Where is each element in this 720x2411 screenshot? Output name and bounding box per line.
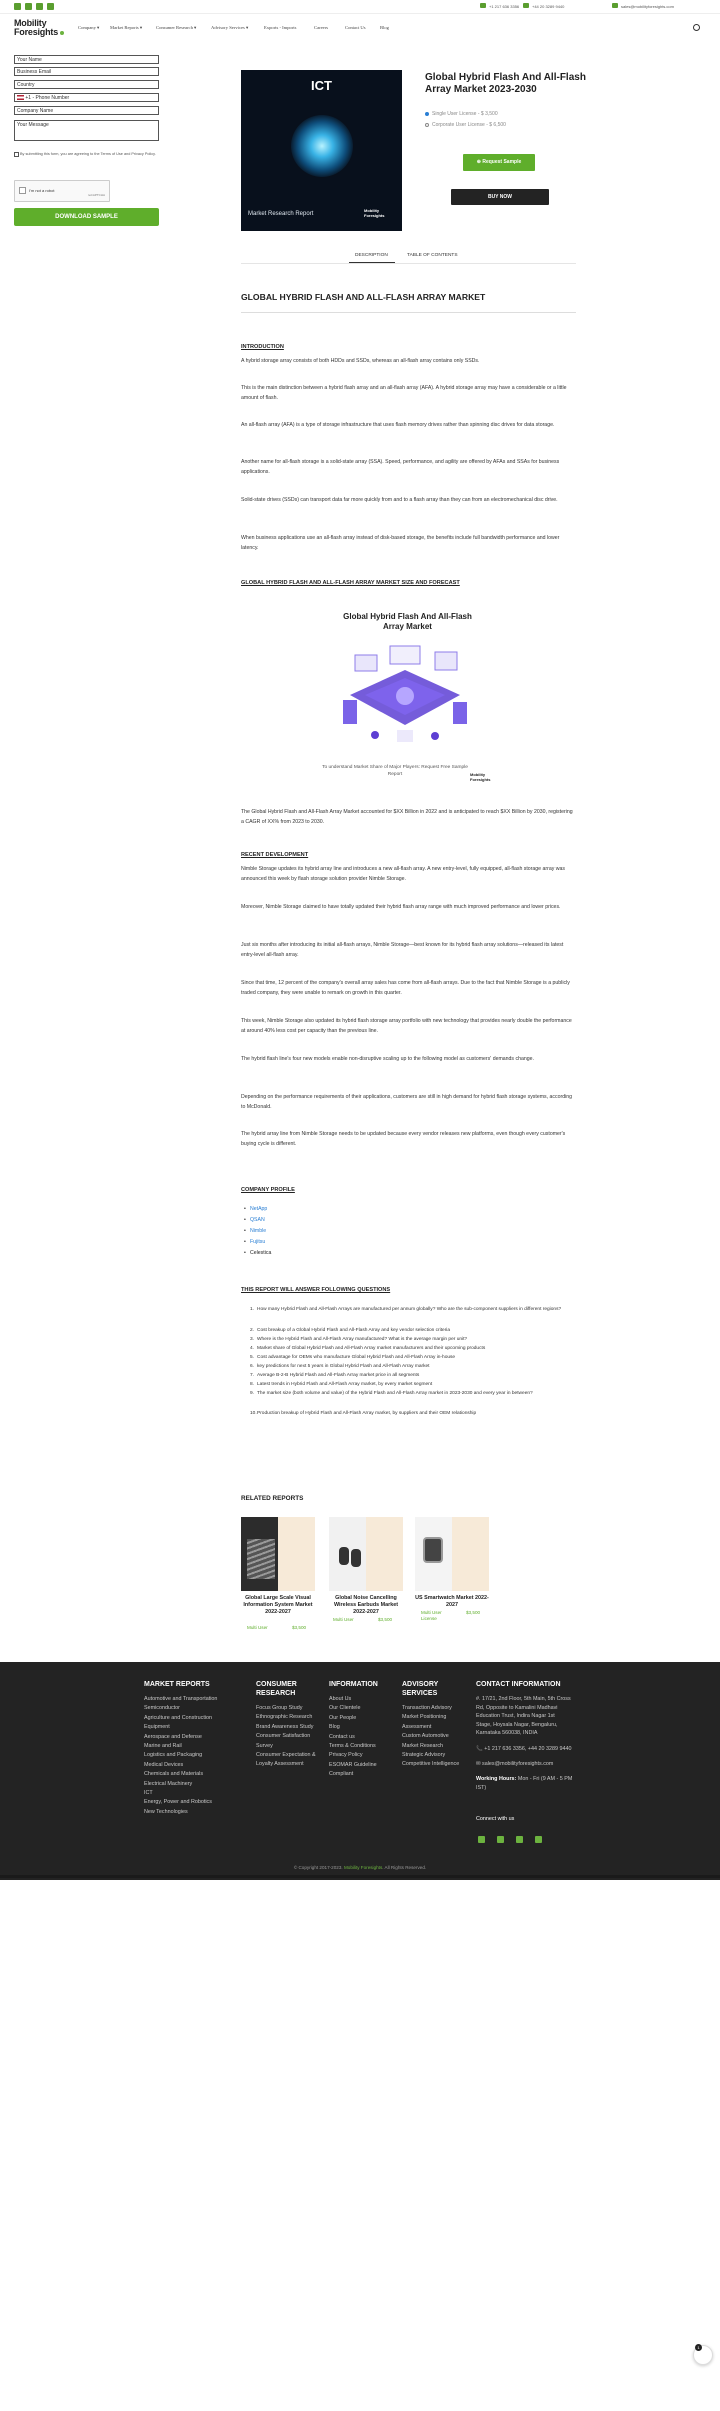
footer-link[interactable]: Semiconductor	[144, 1705, 180, 1712]
captcha-label: I'm not a robot	[29, 188, 55, 193]
figure-title: Global Hybrid Flash And All-Flash Array Market	[343, 612, 472, 631]
related-report-license: Multi User License	[421, 1610, 442, 1621]
nav-advisory-services[interactable]: Advisory Services ▾	[211, 25, 249, 30]
linkedin-icon[interactable]	[36, 3, 43, 10]
top-phone-us[interactable]: +1 217 636 3356	[489, 4, 520, 9]
intro-paragraph: Another name for all-flash storage is a solid-state array (SSA). Speed, performance, and agility are offered by AFAs and SSAs for business applications.	[241, 459, 560, 475]
facebook-icon[interactable]	[14, 3, 21, 10]
related-reports-heading: RELATED REPORTS	[241, 1495, 304, 1502]
footer-link[interactable]: Blog	[329, 1724, 340, 1731]
article-heading: GLOBAL HYBRID FLASH AND ALL-FLASH ARRAY MARKET	[241, 292, 486, 302]
footer-link[interactable]: ESOMAR Guideline Compliant	[329, 1761, 377, 1778]
intro-paragraph: Solid-state drives (SSDs) can transport data far more quickly from and to a flash array than they can from an electromechanical disc drive.	[241, 497, 558, 503]
buy-now-button[interactable]: BUY NOW	[451, 189, 549, 205]
section-introduction: INTRODUCTION	[241, 344, 284, 350]
heading-divider	[241, 312, 576, 313]
question-item: 4. Market share of Global Hybrid Flash and All-Flash Array market manufacturers and their upcoming products	[250, 1346, 486, 1351]
consent-text: By submitting this form, you are agreeing to the Terms of Use and Privacy Policy.	[20, 152, 156, 156]
section-market-size: GLOBAL HYBRID FLASH AND ALL-FLASH ARRAY MARKET SIZE AND FORECAST	[241, 580, 460, 586]
intro-paragraph: This is the main distinction between a hybrid flash array and an all-flash array (AFA). A hybrid storage array may have a considerable or a little amount of flash.	[241, 385, 567, 401]
nav-contact-us[interactable]: Contact Us	[345, 25, 366, 30]
footer-link[interactable]: Electrical Machinery	[144, 1780, 193, 1787]
nav-company[interactable]: Company ▾	[78, 25, 100, 30]
captcha-checkbox[interactable]	[19, 187, 26, 194]
recent-paragraph: Since that time, 12 percent of the company's overall array sales has come from all-flash arrays. Due to the fact that Nimble Storage is a publicly traded company, they were unable to remark on growth in this quarter.	[241, 980, 570, 996]
footer-link[interactable]: Custom Automotive Market Research	[402, 1733, 449, 1749]
flag-icon[interactable]	[17, 95, 24, 100]
company-celestica: • Celestica	[250, 1249, 271, 1258]
question-item: 10. Production breakup of Hybrid Flash and All-Flash Array market, by suppliers and their OEM relationship	[250, 1411, 477, 1416]
footer-link[interactable]: Competitive Intelligence	[402, 1761, 460, 1768]
footer-market-reports-list	[144, 1695, 239, 1817]
footer-linkedin-icon[interactable]	[516, 1836, 523, 1843]
related-report-image[interactable]	[241, 1517, 315, 1591]
nav-consumer-research[interactable]: Consumer Research ▾	[156, 25, 197, 30]
question-item: 3. Where is the Hybrid Flash and All-Flash Array manufactured? What is the average margin per unit?	[250, 1337, 468, 1342]
related-report-title[interactable]: Global Large Scale Visual Information System Market 2022-2027	[243, 1595, 313, 1615]
footer-link[interactable]: About Us	[329, 1696, 352, 1702]
section-company-profile: COMPANY PROFILE	[241, 1187, 295, 1193]
footer-link[interactable]: Strategic Advisory	[402, 1752, 446, 1759]
search-icon[interactable]	[693, 24, 700, 31]
related-report-price: $3,500	[292, 1625, 307, 1630]
question-item: 1. How many Hybrid Flash and All-Flash Arrays are manufactured per annum globally? Who are the sub-component suppliers in different regions?	[250, 1307, 562, 1312]
single-license-radio[interactable]	[425, 112, 429, 116]
footer-information-heading: INFORMATION	[329, 1681, 378, 1688]
footer-link[interactable]: Privacy Policy	[329, 1752, 363, 1759]
captcha-brand: reCAPTCHA	[88, 193, 106, 197]
tab-description[interactable]: DESCRIPTION	[355, 253, 388, 258]
intro-paragraph: A hybrid storage array consists of both HDDs and SSDs, whereas an all-flash array contains only SSDs.	[241, 358, 480, 364]
top-email[interactable]: sales@mobilityforesights.com	[621, 4, 674, 9]
footer-advisory-heading: ADVISORY SERVICES	[402, 1681, 439, 1697]
footer-twitter-icon[interactable]	[497, 1836, 504, 1843]
download-sample-button[interactable]: DOWNLOAD SAMPLE	[14, 208, 159, 226]
footer-link[interactable]: Our Clientele	[329, 1705, 361, 1712]
related-report-license: Multi User	[247, 1625, 268, 1630]
recent-paragraph: Moreover, Nimble Storage claimed to have totally updated their hybrid flash array range with much improved performance and lower prices.	[241, 904, 561, 910]
message-textarea[interactable]: Your Message	[14, 120, 159, 141]
recent-paragraph: Just six months after introducing its initial all-flash arrays, Nimble Storage—best known for its hybrid flash array solutions—released its latest entry-level all-flash array.	[241, 942, 564, 958]
footer-link[interactable]: Energy, Power and Robotics	[144, 1799, 212, 1806]
footer-phones[interactable]: 📞 +1 217 636 3356, +44 20 3289 9440	[476, 1746, 572, 1752]
footer-link[interactable]: Transaction Advisory	[402, 1705, 452, 1711]
footer-link[interactable]: Our People	[329, 1714, 357, 1721]
recent-paragraph: The hybrid array line from Nimble Storage needs to be updated because every vendor releases new platforms, even though every customer's buying cycle is different.	[241, 1131, 566, 1147]
section-questions: THIS REPORT WILL ANSWER FOLLOWING QUESTIONS	[241, 1287, 391, 1293]
product-title: Global Hybrid Flash And All-Flash Array Market 2023-2030	[425, 72, 586, 95]
footer-contact-heading: CONTACT INFORMATION	[476, 1681, 561, 1688]
phone-icon	[480, 3, 486, 8]
footer-email[interactable]: ✉ sales@mobilityforesights.com	[476, 1761, 554, 1767]
footer-connect-label: Connect with us	[476, 1816, 515, 1822]
top-bar	[0, 0, 720, 14]
company-input[interactable]: Company Name	[14, 106, 159, 115]
footer-bottom-strip	[0, 1875, 720, 1878]
nav-blog[interactable]: Blog	[380, 25, 389, 30]
footer-facebook-icon[interactable]	[478, 1836, 485, 1843]
name-input[interactable]: Your Name	[14, 55, 159, 64]
company-link-qsan[interactable]: • QSAN	[250, 1216, 265, 1225]
logo[interactable]: Mobility	[14, 18, 47, 28]
corporate-license-label[interactable]: Corporate User License - $ 6,500	[432, 122, 506, 128]
question-item: 9. The market size (both volume and value) of the Hybrid Flash and All-Flash Array market in 2023-2030 and every year in between?	[250, 1391, 533, 1396]
company-link-netapp[interactable]: • NetApp	[250, 1205, 267, 1214]
logo-line2[interactable]: Foresights	[14, 27, 64, 37]
figure-caption[interactable]: To understand Market Share of Major Players: Request Free Sample Report	[322, 765, 468, 777]
youtube-icon[interactable]	[47, 3, 54, 10]
cover-subtitle: Market Research Report	[248, 211, 314, 217]
footer-link[interactable]: ICT	[144, 1790, 153, 1797]
recent-paragraph: This week, Nimble Storage also updated its hybrid flash storage array portfolio with new technology that provides nearly double the performance at around 40% less cost per capacity than the previous line.	[241, 1018, 572, 1034]
corporate-license-radio[interactable]	[425, 123, 429, 127]
related-report-title[interactable]: US Smartwatch Market 2022-2027	[415, 1595, 489, 1608]
recent-paragraph: Depending on the performance requirements of their applications, customers are still in high demand for hybrid flash storage systems, according to McDonald.	[241, 1094, 573, 1110]
market-size-paragraph: The Global Hybrid Flash and All-Flash Array Market accounted for $XX Billion in 2022 and is anticipated to reach $XX Billion by 2030, registering a CAGR of XX% from 2023 to 2030.	[241, 809, 573, 825]
intro-paragraph: When business applications use an all-flash array instead of disk-based storage, the benefits include full bandwidth performance and lower latency.	[241, 535, 560, 551]
related-report-license: Multi User	[333, 1617, 354, 1622]
footer-youtube-icon[interactable]	[535, 1836, 542, 1843]
footer-link[interactable]: Medical Devices	[144, 1761, 184, 1768]
consent-checkbox[interactable]	[14, 152, 19, 157]
footer-hours: Working Hours: Mon - Fri (9 AM - 5 PM IST)	[476, 1776, 573, 1792]
footer-link[interactable]: Logistics and Packaging	[144, 1752, 203, 1759]
footer-link[interactable]: Aerospace and Defense	[144, 1733, 202, 1740]
question-item: 8. Latest trends in Hybrid Flash and All-Flash Array market, by every market segment	[250, 1382, 433, 1387]
tabs-divider	[241, 263, 576, 264]
footer-consumer-research-list	[256, 1704, 324, 1770]
intro-paragraph: An all-flash array (AFA) is a type of storage infrastructure that uses flash memory drives rather than spinning disc drives for data storage.	[241, 422, 555, 428]
footer-link[interactable]: Consumer Satisfaction Survey	[256, 1733, 311, 1749]
request-sample-button[interactable]: ⊕ Request Sample	[463, 154, 535, 171]
mail-icon	[612, 3, 618, 8]
footer-link[interactable]: Automotive and Transportation	[144, 1696, 218, 1702]
footer-link[interactable]: Market Positioning Assessment	[402, 1714, 447, 1730]
footer-link[interactable]: New Technologies	[144, 1808, 188, 1815]
footer-link[interactable]: Contact us	[329, 1733, 355, 1740]
footer-link[interactable]: Marine and Rail	[144, 1743, 182, 1750]
question-item: 2. Cost breakup of a Global Hybrid Flash and All-Flash Array and key vendor selection criteria	[250, 1328, 451, 1333]
market-illustration	[335, 640, 475, 750]
country-select[interactable]: Country	[14, 80, 159, 89]
copyright: © Copyright 2017-2023. Mobility Foresights. All Rights Reserved.	[293, 1865, 427, 1870]
figure-logo: Mobility Foresights	[470, 772, 491, 782]
footer-address: #. 17/21, 2nd Floor, 5th Main, 5th Cross Rd, Opposite to Kamalini Madhavi Education Trust, Indira Nagar 1st Stage, Hoysala Nagar, Bengaluru, Karnataka 560038, INDIA	[476, 1696, 571, 1737]
cover-title: ICT	[311, 78, 332, 93]
phone-input[interactable]: +1 - Phone Number	[14, 93, 159, 102]
footer-link[interactable]: Brand Awareness Study	[256, 1723, 314, 1730]
related-report-price: $3,500	[466, 1610, 481, 1615]
top-phone-in[interactable]: +44 20 3289 9440	[532, 4, 565, 9]
related-report-image[interactable]	[329, 1517, 403, 1591]
nav-market-reports[interactable]: Market Reports ▾	[110, 25, 143, 30]
tab-table-of-contents[interactable]: TABLE OF CONTENTS	[407, 253, 458, 258]
related-report-image[interactable]	[415, 1517, 489, 1591]
recent-paragraph: The hybrid flash line's four new models enable non-disruptive scaling up to the following model as customers' demands change.	[241, 1056, 534, 1062]
footer-link[interactable]: Focus Group Study	[256, 1705, 303, 1711]
cover-orb-graphic	[291, 115, 353, 177]
question-item: 5. Cost advantage for OEMs who manufacture Global Hybrid Flash and All-Flash Array in-house	[250, 1355, 456, 1360]
active-tab-indicator	[349, 262, 395, 263]
related-report-price: $3,500	[378, 1617, 393, 1622]
footer-link[interactable]: Consumer Expectation & Loyalty Assessment	[256, 1752, 316, 1768]
related-report-title[interactable]: Global Noise Cancelling Wireless Earbuds Market 2022-2027	[333, 1595, 399, 1615]
nav-exports-imports[interactable]: Exports - Imports	[264, 25, 297, 30]
twitter-icon[interactable]	[25, 3, 32, 10]
single-license-label[interactable]: Single User License - $ 3,500	[432, 111, 498, 117]
footer-information-list	[329, 1695, 394, 1780]
footer-market-reports-heading: MARKET REPORTS	[144, 1681, 210, 1688]
email-field[interactable]: Business Email	[14, 67, 159, 76]
cover-logo: Mobility Foresights	[364, 208, 385, 218]
footer-link[interactable]: Ethnographic Research	[256, 1714, 313, 1721]
question-item: 7. Average B-2-B Hybrid Flash and All-Flash Array market price in all segments	[250, 1373, 420, 1378]
company-link-nimble[interactable]: • Nimble	[250, 1227, 266, 1236]
recent-paragraph: Nimble Storage updates its hybrid array line and introduces a new all-flash array. A new entry-level, fully equipped, all-flash storage array was announced this week by flash storage solution provider Nimble Storage.	[241, 866, 565, 882]
report-cover-image	[241, 70, 402, 231]
company-link-fujitsu[interactable]: • Fujitsu	[250, 1238, 265, 1247]
footer-link[interactable]: Agriculture and Construction Equipment	[144, 1714, 213, 1731]
section-recent-development: RECENT DEVELOPMENT	[241, 852, 309, 858]
footer-advisory-list	[402, 1704, 464, 1770]
footer-link[interactable]: Chemicals and Materials	[144, 1771, 204, 1778]
phone-icon	[523, 3, 529, 8]
nav-careers[interactable]: Careers	[314, 25, 329, 30]
footer-consumer-research-heading: CONSUMER RESEARCH	[256, 1681, 297, 1697]
question-item: 6. key predictions for next 5 years in Global Hybrid Flash and All-Flash Array market	[250, 1364, 430, 1369]
chat-notification-badge: 1	[695, 2344, 702, 2351]
footer-link[interactable]: Terms & Conditions	[329, 1743, 376, 1750]
